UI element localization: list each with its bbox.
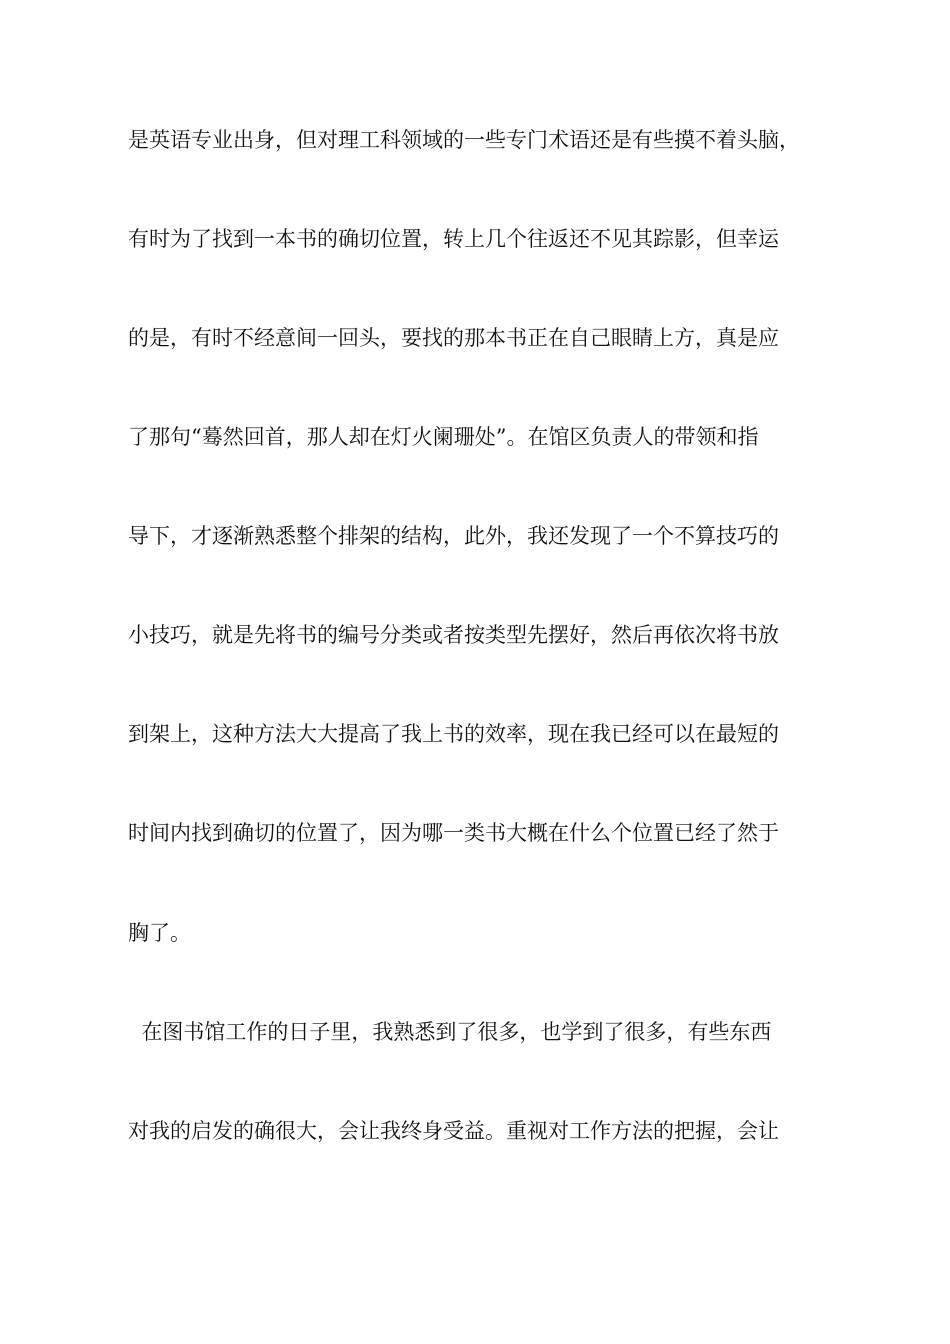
text-line: 胸了。 — [128, 921, 191, 945]
text-line: 小技巧，就是先将书的编号分类或者按类型先摆好，然后再依次将书放 — [128, 623, 779, 647]
text-line: 到架上，这种方法大大提高了我上书的效率，现在我已经可以在最短的 — [128, 722, 779, 746]
text-line: 时间内找到确切的位置了，因为哪一类书大概在什么个位置已经了然于 — [128, 821, 779, 845]
text-line: 在图书馆工作的日子里，我熟悉到了很多，也学到了很多，有些东西 — [128, 1020, 772, 1044]
text-line: 的是，有时不经意间一回头，要找的那本书正在自己眼睛上方，真是应 — [128, 326, 779, 350]
text-line: 有时为了找到一本书的确切位置，转上几个往返还不见其踪影，但幸运 — [128, 227, 779, 251]
text-line: 了那句“蓦然回首，那人却在灯火阑珊处”。在馆区负责人的带领和指 — [128, 425, 759, 449]
text-line: 导下，才逐渐熟悉整个排架的结构，此外，我还发现了一个不算技巧的 — [128, 524, 779, 548]
text-line: 是英语专业出身，但对理工科领域的一些专门术语还是有些摸不着头脑， — [128, 128, 800, 152]
text-line: 对我的启发的确很大，会让我终身受益。重视对工作方法的把握，会让 — [128, 1119, 779, 1143]
